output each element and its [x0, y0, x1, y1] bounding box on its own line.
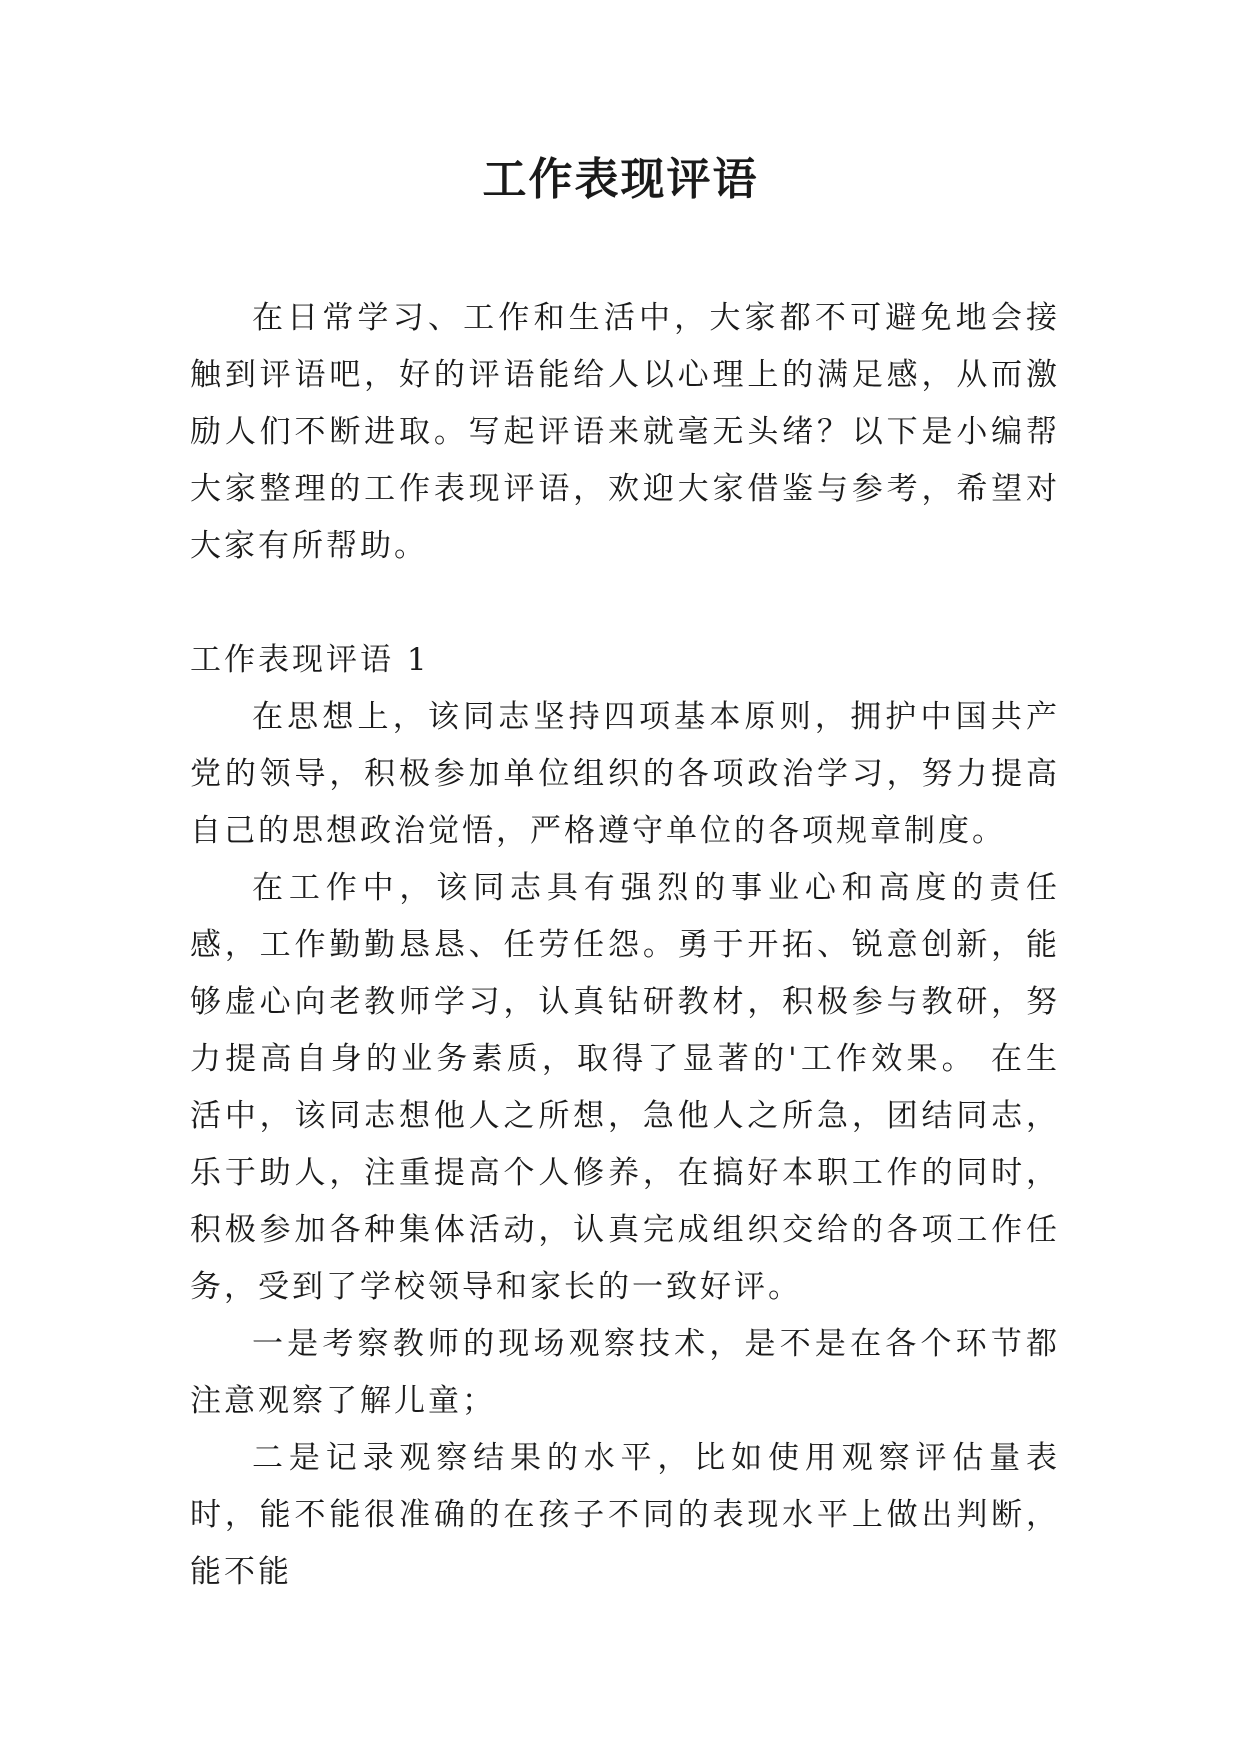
paragraph-ideology: 在思想上，该同志坚持四项基本原则，拥护中国共产党的领导，积极参加单位组织的各项政治学习，努力提高自己的思想政治觉悟，严格遵守单位的各项规章制度。: [190, 699, 1060, 849]
paragraph-recording-level: 二是记录观察结果的水平，比如使用观察评估量表时，能不能很准确的在孩子不同的表现水平上做出判断，能不能: [190, 1440, 1060, 1590]
intro-paragraph: 在日常学习、工作和生活中，大家都不可避免地会接触到评语吧，好的评语能给人以心理上的满足感，从而激励人们不断进取。写起评语来就毫无头绪？以下是小编帮大家整理的工作表现评语，欢迎大家借鉴与参考，希望对大家有所帮助。: [190, 300, 1060, 564]
paragraph-work: 在工作中，该同志具有强烈的事业心和高度的责任感，工作勤勤恳恳、任劳任怨。勇于开拓、锐意创新，能够虚心向老教师学习，认真钻研教材，积极参与教研，努力提高自身的业务素质，取得了显著的'工作效果。 在生活中，该同志想他人之所想，急他人之所急，团结同志，乐于助人，注重提高个人修养，在搞好本职工作的同时，积极参加各种集体活动，认真完成组织交给的各项工作任务，受到了学校领导和家长的一致好评。: [190, 870, 1060, 1305]
paragraph-observation-technique: 一是考察教师的现场观察技术，是不是在各个环节都注意观察了解儿童；: [190, 1326, 1060, 1419]
document-body: [190, 290, 1060, 1601]
document-title: 工作表现评语: [482, 154, 759, 205]
section-heading: 工作表现评语 1: [190, 642, 430, 678]
